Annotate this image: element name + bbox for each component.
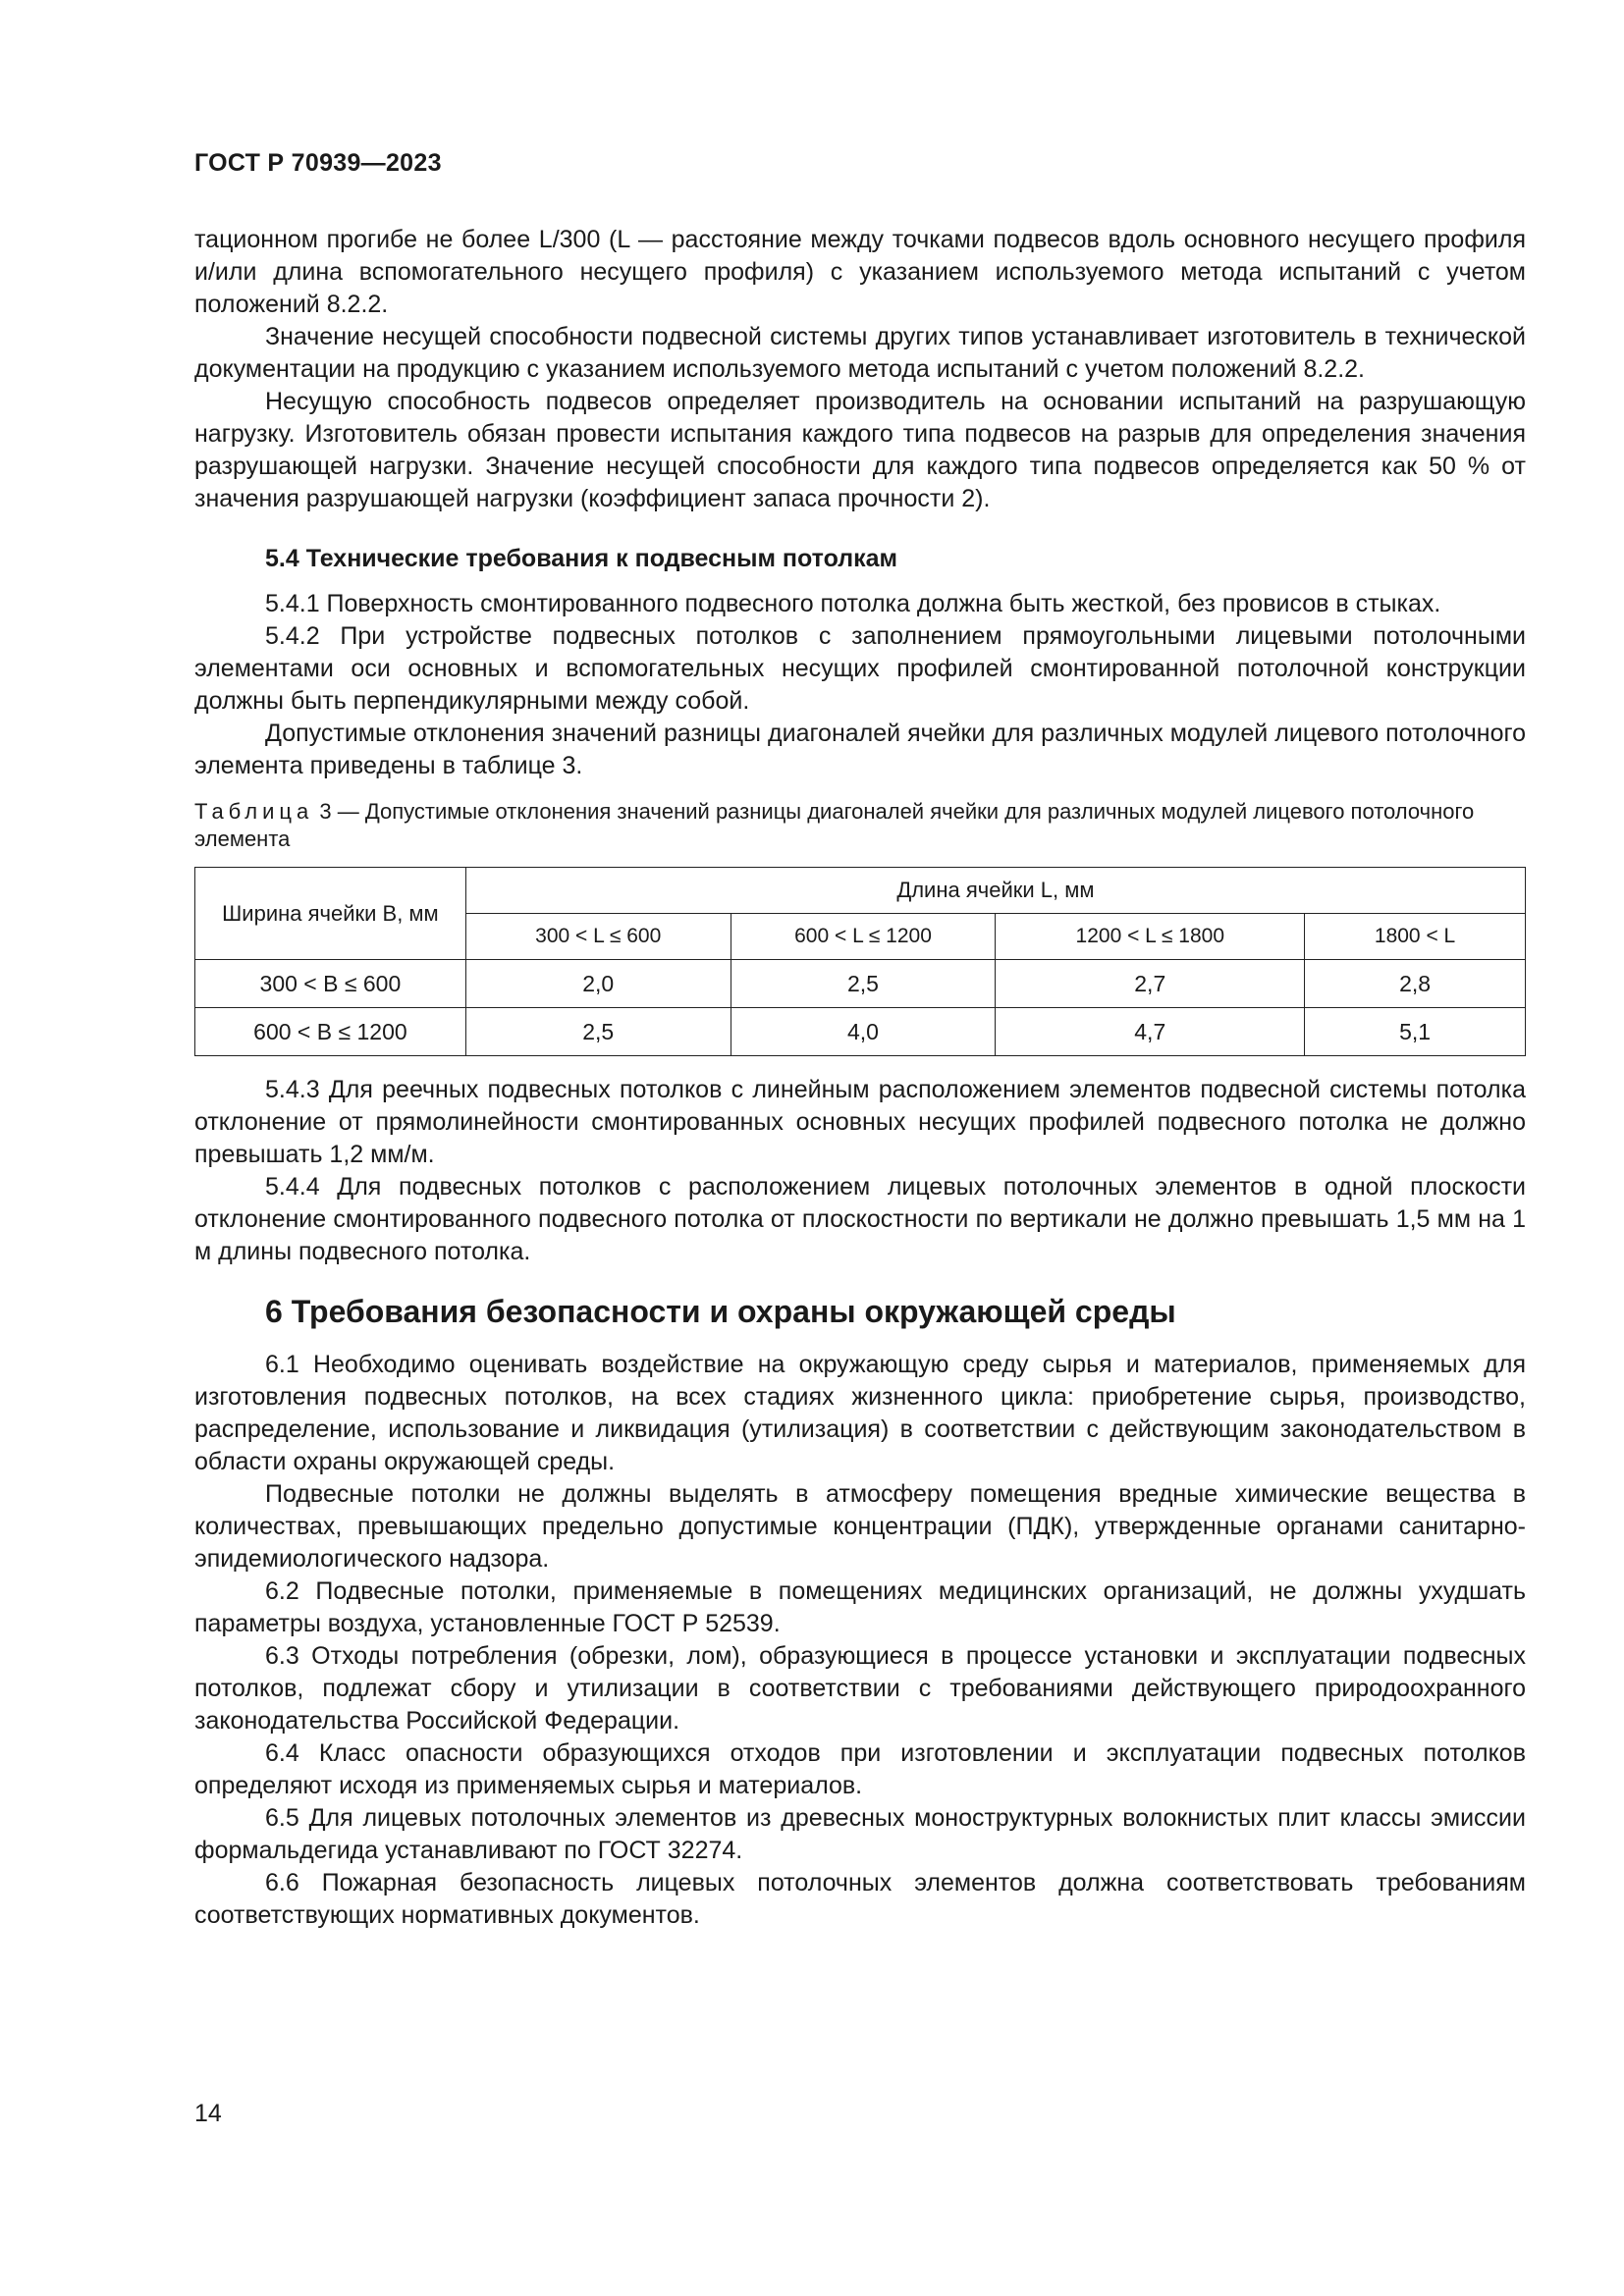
table-cell: 5,1 bbox=[1305, 1008, 1526, 1056]
subheader-cell: 300 < L ≤ 600 bbox=[465, 914, 731, 960]
table-cell: 2,5 bbox=[731, 960, 996, 1008]
row-label-cell: 300 < B ≤ 600 bbox=[195, 960, 466, 1008]
paragraph: тационном прогибе не более L/300 (L — расстояние между точками подвесов вдоль основного несущего профиля и/или длина вспомогательного несущего профиля) с указанием используемого метода испытаний с учетом положений 8.2.2. bbox=[194, 226, 1526, 318]
table-cell: 4,0 bbox=[731, 1008, 996, 1056]
paragraph: 6.4 Класс опасности образующихся отходов при изготовлении и эксплуатации подвесных потолков определяют исходя из применяемых сырья и материалов. bbox=[194, 1739, 1526, 1799]
table-cell: 2,7 bbox=[996, 960, 1305, 1008]
table-header-row bbox=[195, 868, 1526, 914]
table-cell: 2,5 bbox=[465, 1008, 731, 1056]
table-caption-text: 3 — Допустимые отклонения значений разницы диагоналей ячейки для различных модулей лицевого потолочного элемента bbox=[194, 799, 1475, 851]
paragraph: 6.5 Для лицевых потолочных элементов из древесных моноструктурных волокнистых плит классы эмиссии формальдегида устанавливают по ГОСТ 32274. bbox=[194, 1804, 1526, 1864]
document-code: ГОСТ Р 70939—2023 bbox=[194, 149, 442, 177]
table-caption-label: Таблица bbox=[194, 799, 314, 824]
table-cell: 2,8 bbox=[1305, 960, 1526, 1008]
table-cell: 4,7 bbox=[996, 1008, 1305, 1056]
paragraph: Допустимые отклонения значений разницы диагоналей ячейки для различных модулей лицевого потолочного элемента приведены в таблице 3. bbox=[194, 720, 1526, 779]
table-row bbox=[195, 960, 1526, 1008]
subheader-cell: 600 < L ≤ 1200 bbox=[731, 914, 996, 960]
table-cell: 2,0 bbox=[465, 960, 731, 1008]
page-body bbox=[194, 224, 1526, 1932]
paragraph: 6.6 Пожарная безопасность лицевых потолочных элементов должна соответствовать требованиям соответствующих нормативных документов. bbox=[194, 1869, 1526, 1929]
table-3 bbox=[194, 867, 1526, 1056]
table-row bbox=[195, 1008, 1526, 1056]
paragraph: Значение несущей способности подвесной системы других типов устанавливает изготовитель в технической документации на продукцию с указанием используемого метода испытаний с учетом положений 8.2.2. bbox=[194, 323, 1526, 383]
page-number: 14 bbox=[194, 2100, 222, 2127]
section-heading-6: 6 Требования безопасности и охраны окружающей среды bbox=[265, 1294, 1176, 1329]
paragraph: 6.1 Необходимо оценивать воздействие на окружающую среду сырья и материалов, применяемых для изготовления подвесных потолков, на всех стадиях жизненного цикла: приобретение сырья, производство, распределение, использование и ликвидация (утилизация) в соответствии с действующим законодательством в области охраны окружающей среды. bbox=[194, 1351, 1526, 1475]
row-label-cell: 600 < B ≤ 1200 bbox=[195, 1008, 466, 1056]
paragraph: Несущую способность подвесов определяет производитель на основании испытаний на разрушающую нагрузку. Изготовитель обязан провести испытания каждого типа подвесов на разрыв для определения значения разрушающей нагрузки. Значение несущей способности для каждого типа подвесов определяется как 50 % от значения разрушающей нагрузки (коэффициент запаса прочности 2). bbox=[194, 388, 1526, 512]
paragraph: 5.4.3 Для реечных подвесных потолков с линейным расположением элементов подвесной системы потолка отклонение от прямолинейности смонтированных основных несущих профилей подвесного потолка не должно превышать 1,2 мм/м. bbox=[194, 1076, 1526, 1168]
subheader-cell: 1800 < L bbox=[1305, 914, 1526, 960]
paragraph: 5.4.1 Поверхность смонтированного подвесного потолка должна быть жесткой, без провисов в стыках. bbox=[265, 590, 1441, 617]
header-cell-length: Длина ячейки L, мм bbox=[465, 868, 1525, 914]
header-cell-width: Ширина ячейки В, мм bbox=[195, 868, 466, 960]
paragraph: 5.4.2 При устройстве подвесных потолков с заполнением прямоугольными лицевыми потолочными элементами оси основных и вспомогательных несущих профилей смонтированной потолочной конструкции должны быть перпендикулярными между собой. bbox=[194, 622, 1526, 715]
subheader-cell: 1200 < L ≤ 1800 bbox=[996, 914, 1305, 960]
paragraph: 6.2 Подвесные потолки, применяемые в помещениях медицинских организаций, не должны ухудшать параметры воздуха, установленные ГОСТ Р 52539. bbox=[194, 1577, 1526, 1637]
paragraph: Подвесные потолки не должны выделять в атмосферу помещения вредные химические вещества в количествах, превышающих предельно допустимые концентрации (ПДК), утвержденные органами санитарно-эпидемиологического надзора. bbox=[194, 1480, 1526, 1573]
section-heading-5-4: 5.4 Технические требования к подвесным потолкам bbox=[265, 545, 898, 572]
table-caption bbox=[194, 798, 1526, 853]
paragraph: 5.4.4 Для подвесных потолков с расположением лицевых потолочных элементов в одной плоскости отклонение смонтированного подвесного потолка от плоскостности по вертикали не должно превышать 1,5 мм на 1 м длины подвесного потолка. bbox=[194, 1173, 1526, 1265]
paragraph: 6.3 Отходы потребления (обрезки, лом), образующиеся в процессе установки и эксплуатации подвесных потолков, подлежат сбору и утилизации в соответствии с требованиями действующего природоохранного законодательства Российской Федерации. bbox=[194, 1642, 1526, 1735]
